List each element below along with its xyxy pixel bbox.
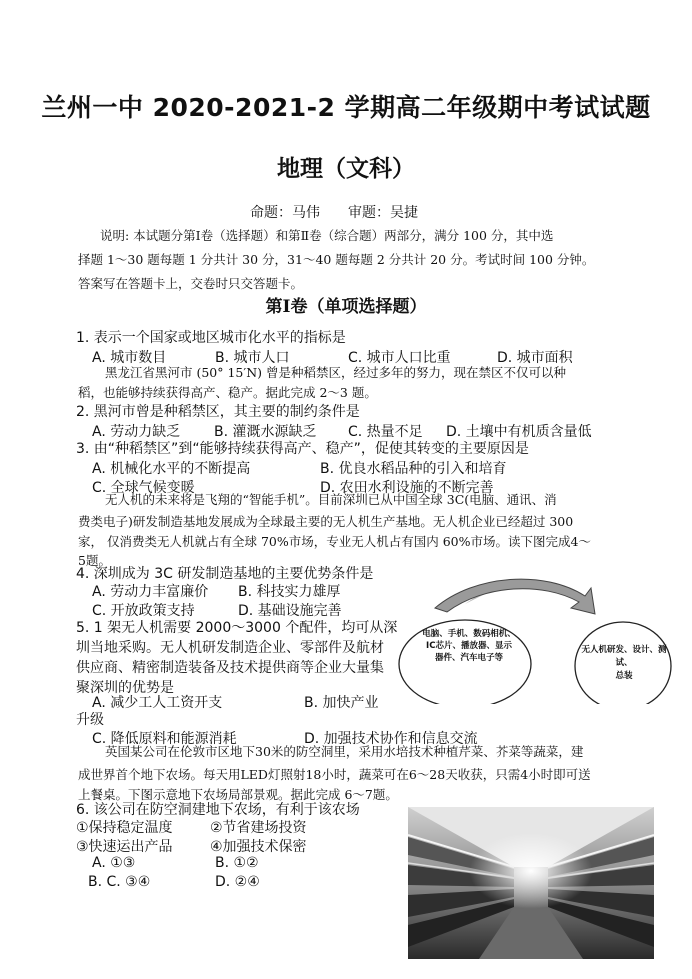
- question-4-option-b: B. 科技实力雄厚: [238, 584, 341, 600]
- right-circle-line-1: 无人机研发、设计、测试、: [581, 645, 667, 668]
- passage-3-line-2: 成世界首个地下农场。每天用LED灯照射18小时，蔬菜可在6～28天收获，只需4小时即可送: [78, 767, 591, 782]
- instructions-line-2: 择题 1～30 题每题 1 分共计 30 分，31～40 题每题 2 分共计 20 分。考试时间 100 分钟。: [78, 252, 595, 267]
- question-3-option-c: C. 全球气候变暖: [92, 480, 195, 496]
- question-3-option-a: A. 机械化水平的不断提高: [92, 461, 251, 477]
- question-5-line-3: 供应商、精密制造装备及技术提供商等企业大量集: [76, 660, 384, 676]
- question-1-option-d: D. 城市面积: [497, 350, 573, 366]
- curved-arrow-icon: [435, 579, 595, 614]
- passage-2-line-3: 家， 仅消费类无人机就占有全球 70%市场，专业无人机占有国内 60%市场。读下图完成4～: [78, 534, 591, 549]
- question-4-option-d: D. 基础设施完善: [238, 603, 342, 619]
- question-2-option-c: C. 热量不足: [348, 424, 423, 440]
- question-3-option-b: B. 优良水稻品种的引入和培育: [320, 461, 507, 477]
- passage-3-line-1: 英国某公司在伦敦市区地下30米的防空洞里，采用水培技术种植芹菜、芥菜等蔬菜，建: [105, 744, 584, 759]
- question-5-option-b: B. 加快产业: [304, 695, 379, 711]
- question-2-stem: 2. 黑河市曾是种稻禁区，其主要的制约条件是: [76, 404, 360, 420]
- question-6-option-c: B. C. ③④: [88, 874, 151, 890]
- exam-authors: 命题：马伟 审题：吴捷: [250, 205, 418, 221]
- question-2-option-d: D. 土壤中有机质含量低: [446, 424, 592, 440]
- question-1-option-c: C. 城市人口比重: [348, 350, 451, 366]
- question-4-option-a: A. 劳动力丰富廉价: [92, 584, 209, 600]
- question-1-stem: 1. 表示一个国家或地区城市化水平的指标是: [76, 330, 346, 346]
- question-6-item-1: ①保持稳定温度: [76, 820, 173, 836]
- question-5-option-c: C. 降低原料和能源消耗: [92, 731, 237, 747]
- question-5-line-4: 聚深圳的优势是: [76, 680, 174, 696]
- question-6-option-a: A. ①③: [92, 855, 136, 871]
- right-circle-text: [580, 644, 668, 683]
- left-circle-line-1: 电脑、手机、数码相机、: [422, 629, 516, 639]
- left-circle-line-2: IC芯片、播放器、显示: [426, 641, 512, 651]
- question-5-line-1: 5. 1 架无人机需要 2000～3000 个配件，均可从深: [76, 620, 398, 636]
- passage-2-line-1: 无人机的未来将是飞翔的“智能手机”。目前深圳已从中国全球 3C(电脑、通讯、消: [105, 492, 557, 507]
- question-4-option-c: C. 开放政策支持: [92, 603, 195, 619]
- left-circle-text: [404, 628, 534, 664]
- underground-farm-photo: [408, 807, 654, 959]
- instructions-line-3: 答案写在答题卡上，交卷时只交答题卡。: [78, 276, 304, 291]
- question-5-option-a: A. 减少工人工资开支: [92, 695, 223, 711]
- left-circle-line-3: 器件、汽车电子等: [434, 653, 503, 663]
- question-6-option-d: D. ②④: [215, 874, 260, 890]
- right-circle-line-2: 总装: [615, 671, 633, 681]
- question-5-option-d: D. 加强技术协作和信息交流: [304, 731, 478, 747]
- passage-2-line-4: 5题。: [78, 553, 111, 568]
- exam-title: 兰州一中 2020-2021-2 学期高二年级期中考试试题: [41, 93, 651, 122]
- question-1-option-b: B. 城市人口: [215, 350, 290, 366]
- exam-subject: 地理（文科）: [277, 156, 415, 182]
- passage-1-line-1: 黑龙江省黑河市 (50° 15′N) 曾是种稻禁区，经过多年的努力，现在禁区不仅可以种: [105, 365, 567, 380]
- question-6-item-2: ②节省建场投资: [210, 820, 307, 836]
- question-3-stem: 3. 由“种稻禁区”到“能够持续获得高产、稳产”，促使其转变的主要原因是: [76, 441, 529, 457]
- section-title: 第Ⅰ卷（单项选择题）: [265, 297, 427, 317]
- passage-2-line-2: 费类电子)研发制造基地发展成为全球最主要的无人机生产基地。无人机企业已经超过 300: [78, 514, 574, 529]
- question-3-option-d: D. 农田水利设施的不断完善: [320, 480, 494, 496]
- question-2-option-b: B. 灌溉水源缺乏: [214, 424, 317, 440]
- question-6-stem: 6. 该公司在防空洞建地下农场，有利于该农场: [76, 802, 360, 818]
- question-6-option-b: B. ①②: [215, 855, 259, 871]
- passage-3-line-3: 上餐桌。下图示意地下农场局部景观。据此完成 6～7题。: [78, 787, 398, 802]
- instructions-line-1: 说明: 本试题分第Ⅰ卷（选择题）和第Ⅱ卷（综合题）两部分，满分 100 分，其中选: [100, 228, 554, 243]
- question-2-option-a: A. 劳动力缺乏: [92, 424, 181, 440]
- passage-1-line-2: 稻，也能够持续获得高产、稳产。据此完成 2～3 题。: [78, 385, 377, 400]
- question-5-line-2: 圳当地采购。无人机研发制造企业、零部件及航材: [76, 640, 384, 656]
- question-6-item-4: ④加强技术保密: [210, 839, 307, 855]
- question-5-option-b-wrap: 升级: [76, 712, 104, 728]
- question-4-stem: 4. 深圳成为 3C 研发制造基地的主要优势条件是: [76, 566, 374, 582]
- question-1-option-a: A. 城市数目: [92, 350, 167, 366]
- question-6-item-3: ③快速运出产品: [76, 839, 173, 855]
